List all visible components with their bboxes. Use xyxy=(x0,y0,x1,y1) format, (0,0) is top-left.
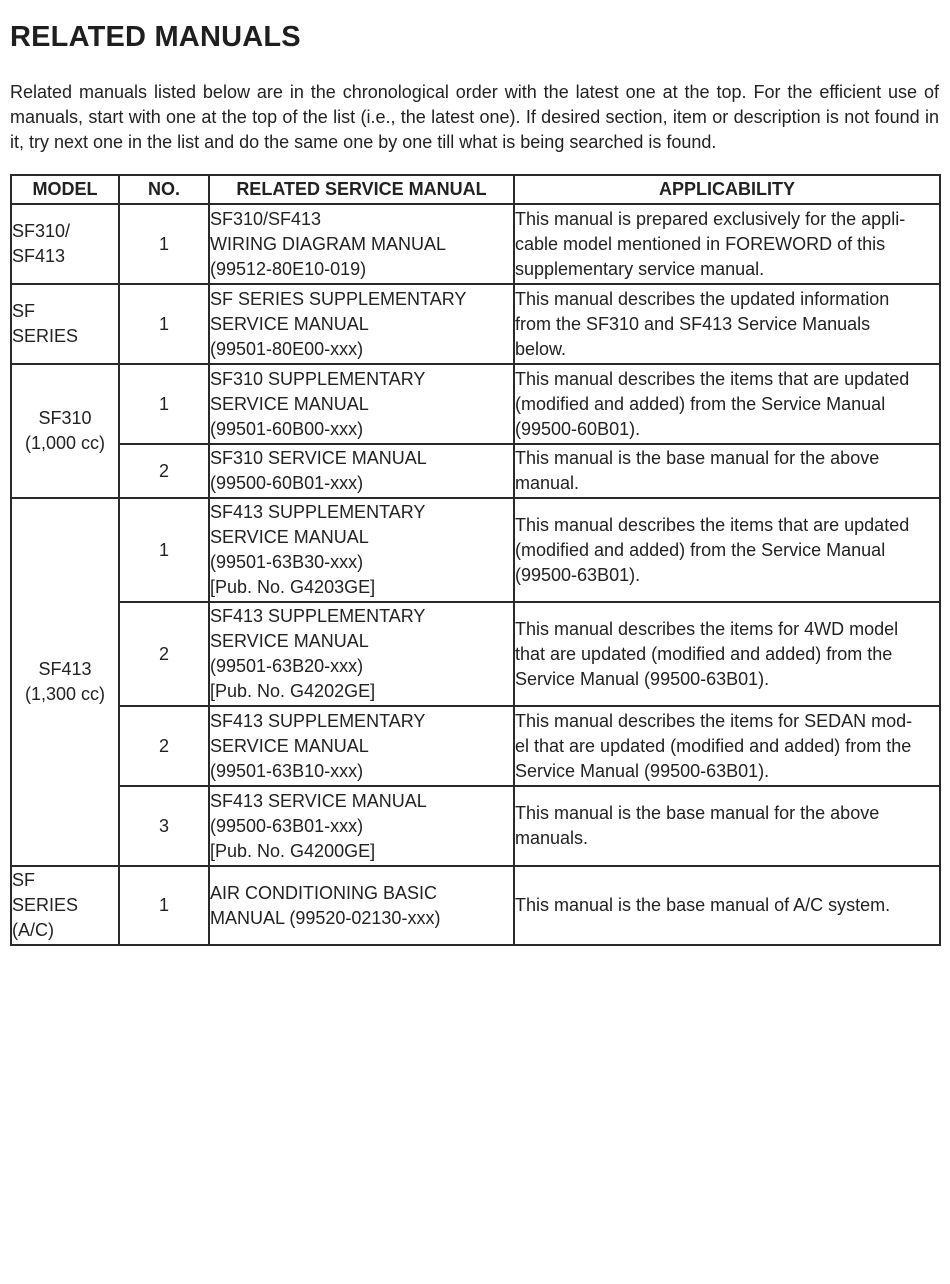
manual-line: (99501-60B00-xxx) xyxy=(210,418,364,439)
table-row xyxy=(11,602,940,706)
model-line: SERIES xyxy=(12,895,79,915)
applicability-line: (modified and added) from the Service Manual xyxy=(515,539,886,560)
model-cell xyxy=(11,364,119,498)
related-manuals-table xyxy=(10,174,941,946)
applicability-line: This manual is prepared exclusively for the appli- xyxy=(515,208,906,229)
manual-line: SF413 SUPPLEMENTARY xyxy=(210,710,426,731)
manual-line: SF310 SERVICE MANUAL xyxy=(210,448,427,468)
number-cell: 2 xyxy=(119,444,209,498)
applicability-line: supplementary service manual. xyxy=(515,258,765,279)
applicability-line: manuals. xyxy=(515,828,589,848)
table-row xyxy=(11,284,940,364)
manual-line: SF SERIES SUPPLEMENTARY xyxy=(210,288,467,309)
applicability-line: (modified and added) from the Service Manual xyxy=(515,393,886,414)
model-line: SERIES xyxy=(12,326,79,346)
manual-line: [Pub. No. G4200GE] xyxy=(210,840,376,861)
model-line: SF413 xyxy=(12,246,66,266)
manual-line: (99501-80E00-xxx) xyxy=(210,338,364,359)
manual-line: (99500-60B01-xxx) xyxy=(210,473,364,493)
number-cell: 3 xyxy=(119,786,209,866)
manual-line: SERVICE MANUAL xyxy=(210,735,369,756)
applicability-line: This manual is the base manual for the above xyxy=(515,448,880,468)
applicability-cell xyxy=(514,444,940,498)
number-cell: 1 xyxy=(119,284,209,364)
number-cell: 1 xyxy=(119,204,209,284)
manual-line: SERVICE MANUAL xyxy=(210,527,369,547)
manual-line: SERVICE MANUAL xyxy=(210,393,369,414)
number-cell: 1 xyxy=(119,498,209,602)
table-row xyxy=(11,786,940,866)
table-body xyxy=(11,204,940,945)
manual-line: (99500-63B01-xxx) xyxy=(210,815,364,836)
applicability-line: This manual is the base manual for the above xyxy=(515,803,880,823)
table-row xyxy=(11,498,940,602)
model-line: SF xyxy=(12,870,36,890)
manual-line: MANUAL (99520-02130-xxx) xyxy=(210,907,441,928)
applicability-line: This manual describes the updated information xyxy=(515,288,890,309)
applicability-cell xyxy=(514,284,940,364)
page-title: RELATED MANUALS xyxy=(10,21,301,53)
related-manual-cell xyxy=(209,602,514,706)
applicability-line: el that are updated (modified and added) from the xyxy=(515,735,912,756)
table-row xyxy=(11,364,940,444)
applicability-cell xyxy=(514,866,940,945)
applicability-line: from the SF310 and SF413 Service Manuals xyxy=(515,313,871,334)
model-cell xyxy=(11,498,119,866)
applicability-line: manual. xyxy=(515,473,580,493)
header-applicability: APPLICABILITY xyxy=(514,175,940,204)
applicability-line: (99500-63B01). xyxy=(515,564,641,585)
applicability-line: below. xyxy=(515,338,567,359)
related-manual-cell xyxy=(209,204,514,284)
related-manual-cell xyxy=(209,284,514,364)
header-model: MODEL xyxy=(11,175,119,204)
applicability-line: that are updated (modified and added) from the xyxy=(515,643,893,664)
applicability-line: Service Manual (99500-63B01). xyxy=(515,760,770,781)
header-no: NO. xyxy=(119,175,209,204)
applicability-line: This manual describes the items for 4WD model xyxy=(515,618,899,639)
model-line: SF413 xyxy=(38,659,92,679)
number-cell: 1 xyxy=(119,866,209,945)
header-related-service-manual: RELATED SERVICE MANUAL xyxy=(209,175,514,204)
number-cell: 2 xyxy=(119,706,209,786)
model-cell xyxy=(11,284,119,364)
table-row xyxy=(11,866,940,945)
manual-line: (99501-63B10-xxx) xyxy=(210,760,364,781)
applicability-line: Service Manual (99500-63B01). xyxy=(515,668,770,689)
manual-line: (99501-63B30-xxx) xyxy=(210,552,364,572)
applicability-line: This manual describes the items that are updated xyxy=(515,368,910,389)
related-manual-cell xyxy=(209,498,514,602)
manual-line: SF413 SUPPLEMENTARY xyxy=(210,502,426,522)
applicability-cell xyxy=(514,204,940,284)
manual-line: SF413 SERVICE MANUAL xyxy=(210,790,427,811)
manual-line: (99501-63B20-xxx) xyxy=(210,656,364,676)
applicability-cell xyxy=(514,706,940,786)
manual-line: SF413 SUPPLEMENTARY xyxy=(210,606,426,626)
applicability-line: This manual is the base manual of A/C system. xyxy=(515,895,891,915)
related-manual-cell xyxy=(209,364,514,444)
table-row xyxy=(11,204,940,284)
applicability-line: (99500-60B01). xyxy=(515,418,641,439)
applicability-line: This manual describes the items that are updated xyxy=(515,514,910,535)
related-manual-cell xyxy=(209,706,514,786)
manual-line: [Pub. No. G4203GE] xyxy=(210,577,376,597)
manual-line: SF310/SF413 xyxy=(210,208,322,229)
model-line: (1,000 cc) xyxy=(24,433,106,453)
manual-line: SERVICE MANUAL xyxy=(210,313,369,334)
table-row xyxy=(11,444,940,498)
table-row xyxy=(11,706,940,786)
related-manual-cell xyxy=(209,786,514,866)
applicability-cell xyxy=(514,786,940,866)
model-line: SF310 xyxy=(38,408,92,428)
applicability-cell xyxy=(514,498,940,602)
manual-line: SERVICE MANUAL xyxy=(210,631,369,651)
applicability-cell xyxy=(514,602,940,706)
related-manual-cell xyxy=(209,866,514,945)
model-line: (A/C) xyxy=(12,920,54,940)
applicability-line: cable model mentioned in FOREWORD of this xyxy=(515,233,886,254)
intro-paragraph: Related manuals listed below are in the chronological order with the latest one at the top. For the efficient use of manuals, start with one at the top of the list (i.e., the latest one). If desired section, item or description is not found in it, try next one in the list and do the same one by one till what is being searched is found. xyxy=(10,82,939,152)
applicability-line: This manual describes the items for SEDAN mod- xyxy=(515,710,913,731)
number-cell: 2 xyxy=(119,602,209,706)
manual-line: [Pub. No. G4202GE] xyxy=(210,681,376,701)
manual-line: AIR CONDITIONING BASIC xyxy=(210,882,438,903)
model-line: SF310/ xyxy=(12,221,71,241)
table-header-row xyxy=(11,175,940,204)
model-line: (1,300 cc) xyxy=(24,684,106,704)
number-cell: 1 xyxy=(119,364,209,444)
manual-line: SF310 SUPPLEMENTARY xyxy=(210,368,426,389)
manual-line: WIRING DIAGRAM MANUAL xyxy=(210,233,447,254)
model-line: SF xyxy=(12,301,36,321)
applicability-cell xyxy=(514,364,940,444)
model-cell xyxy=(11,204,119,284)
related-manual-cell xyxy=(209,444,514,498)
manual-line: (99512-80E10-019) xyxy=(210,258,367,279)
model-cell xyxy=(11,866,119,945)
